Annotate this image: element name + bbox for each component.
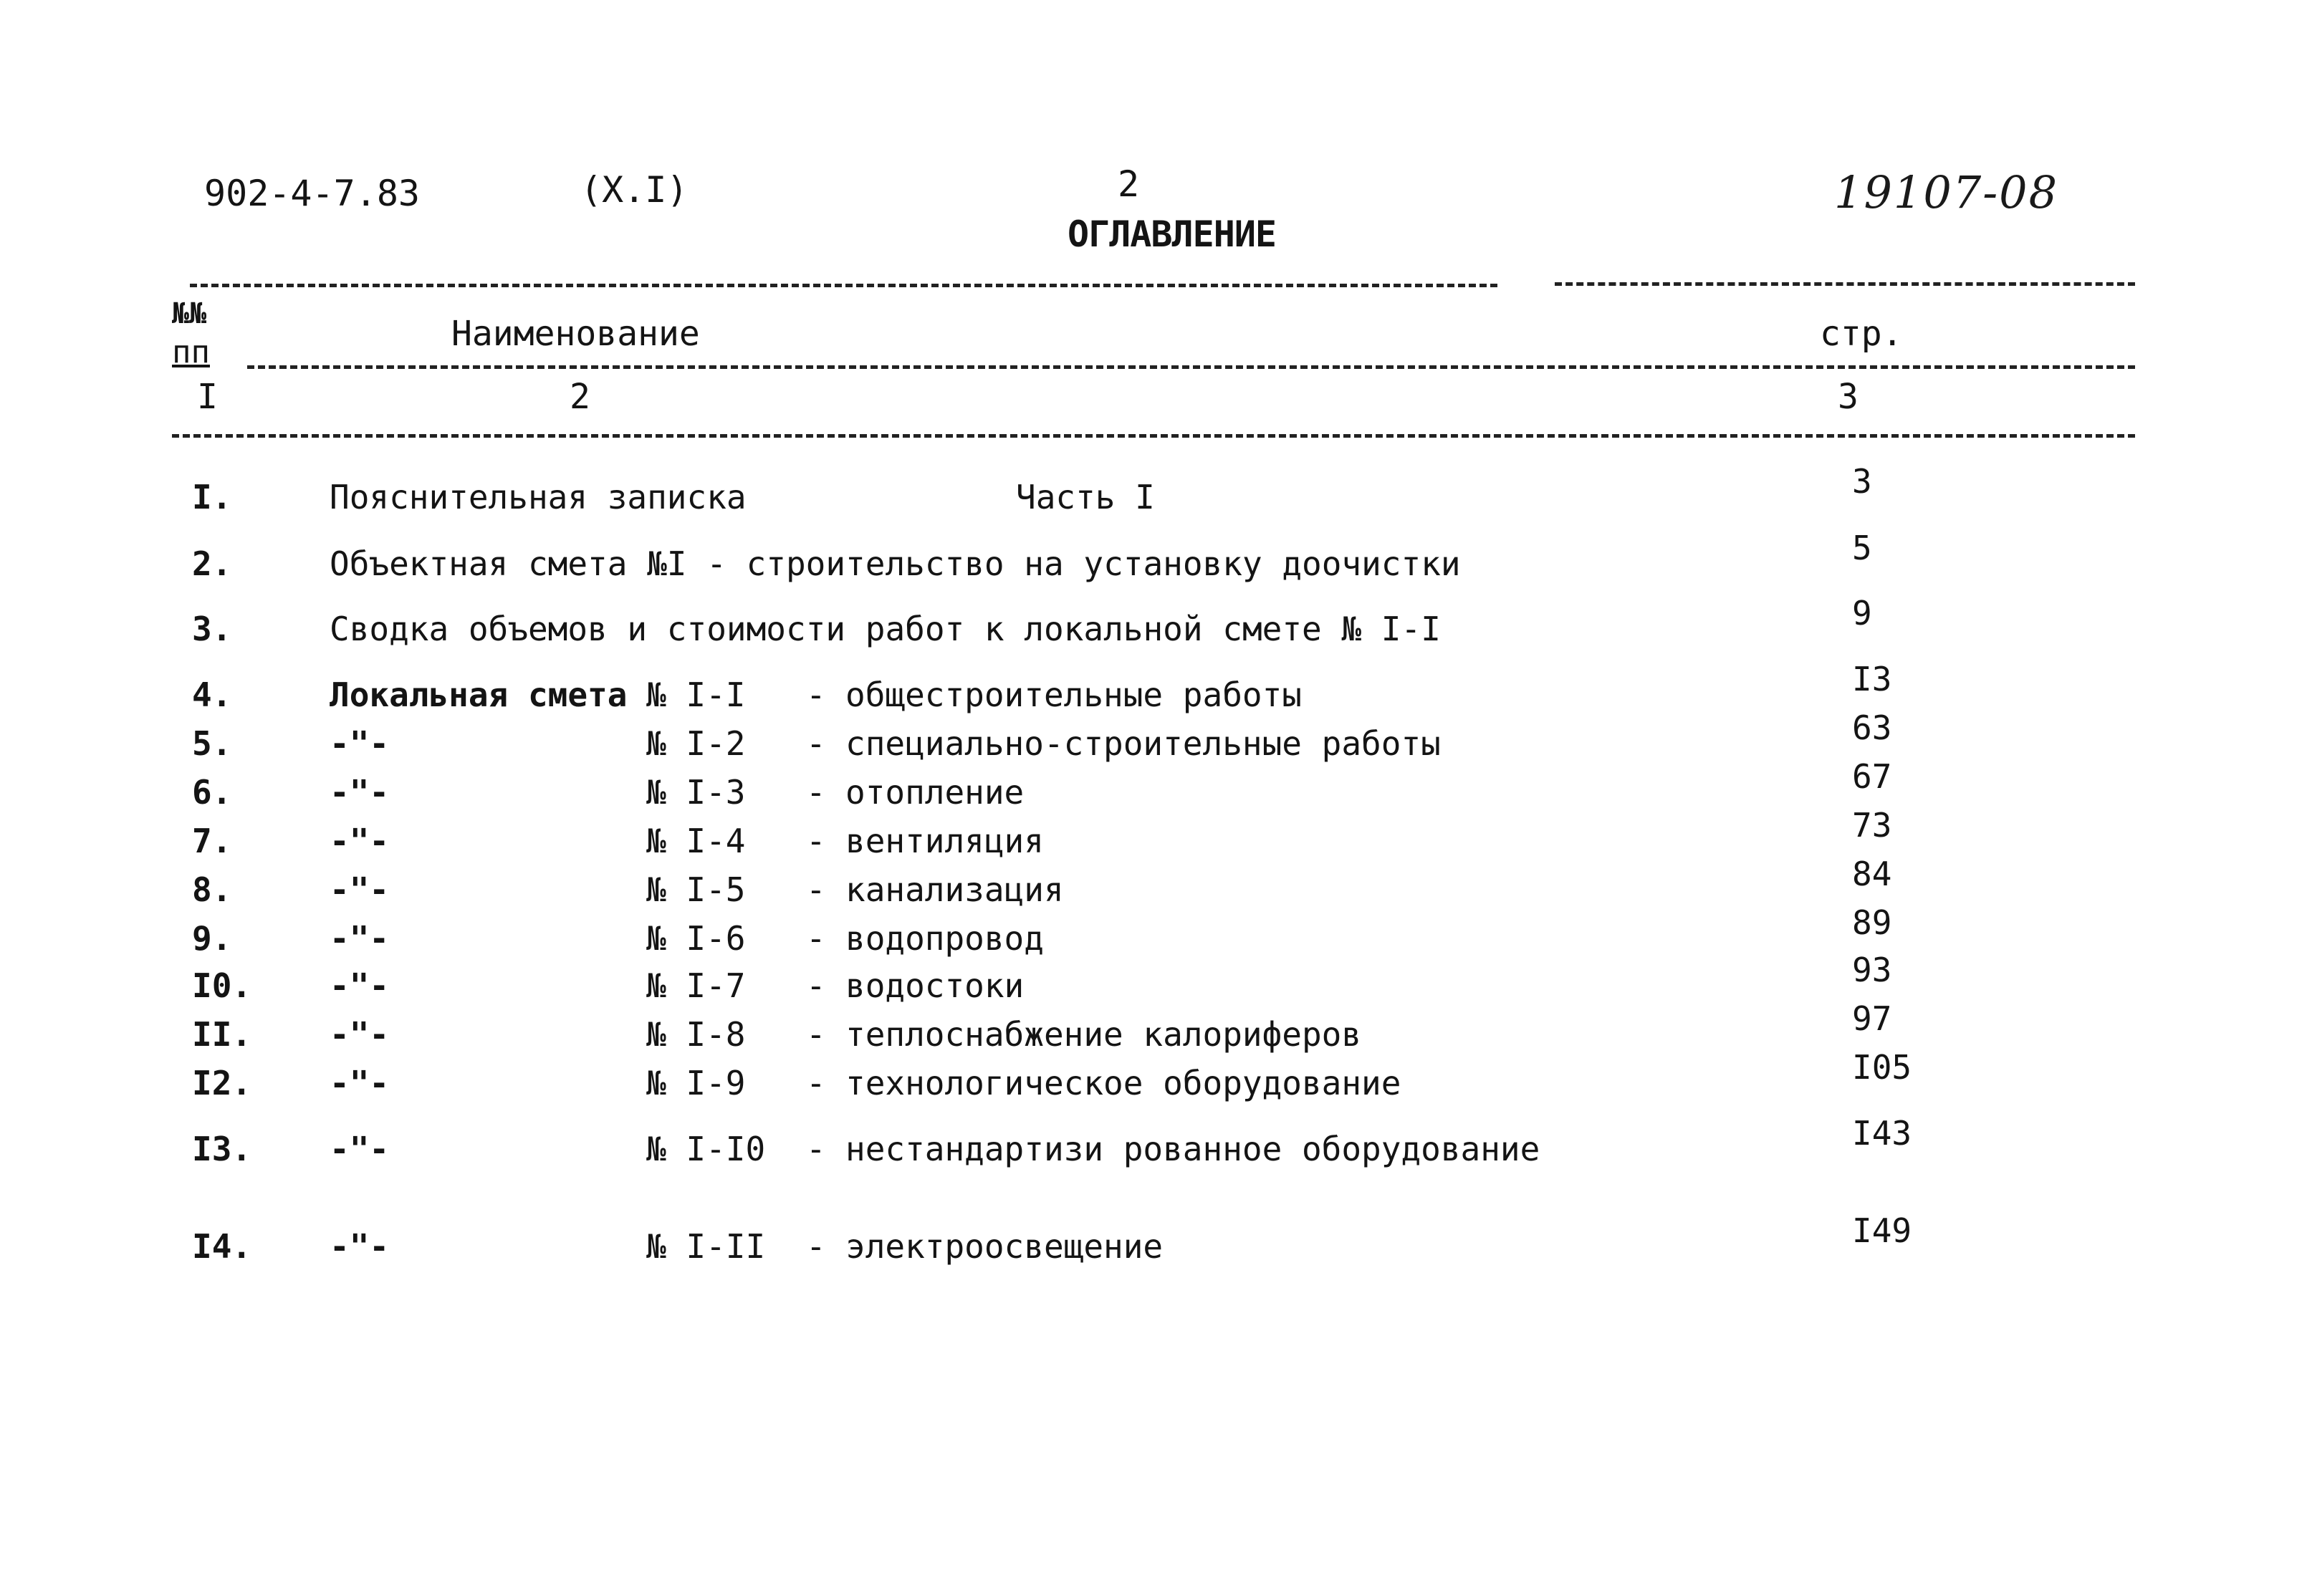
row-code: № I-2 [646,724,746,763]
row-title: Объектная смета №I - строительство на установку доочистки [330,544,1461,583]
row-ditto: -"- [330,773,390,812]
row-ditto: -"- [330,1130,390,1168]
row-dash: - [806,822,826,860]
row-dash: - [806,1015,826,1054]
row-dash: - [806,676,826,714]
row-dash: - [806,773,826,812]
row-dash: - [806,724,826,763]
row-number: I0. [192,966,252,1005]
row-description: водопровод [845,919,1044,958]
row-page: I43 [1852,1114,1912,1153]
header-num-sublabel: пп [172,334,210,370]
row-title: Сводка объемов и стоимости работ к локальной смете № I-I [330,610,1441,648]
row-page: I3 [1852,660,1892,698]
row-ditto: -"- [330,919,390,958]
page-title: ОГЛАВЛЕНИЕ [1068,213,1277,255]
row-part: Часть I [1016,478,1155,516]
row-title: Пояснительная записка [330,478,747,516]
row-dash: - [806,870,826,909]
toc-row [0,660,2302,716]
row-code: № I-6 [646,919,746,958]
toc-row [0,1211,2302,1268]
row-number: II. [192,1015,252,1054]
row-dash: - [806,966,826,1005]
row-code: № I-9 [646,1064,746,1102]
row-number: 2. [192,544,232,583]
row-number: 7. [192,822,232,860]
column-number-2: 2 [570,377,590,417]
row-description: канализация [845,870,1064,909]
row-code: № I-3 [646,773,746,812]
row-ditto: -"- [330,966,390,1005]
row-ditto: -"- [330,822,390,860]
header-num-label: №№ [172,297,207,330]
row-number: 8. [192,870,232,909]
row-number: 5. [192,724,232,763]
row-description: вентиляция [845,822,1044,860]
toc-row [0,806,2302,862]
row-description: теплоснабжение калориферов [845,1015,1362,1054]
row-code: № I-8 [646,1015,746,1054]
toc-row [0,1114,2302,1170]
toc-row [0,529,2302,585]
row-dash: - [806,1130,826,1168]
row-page: 73 [1852,806,1892,845]
toc-row [0,903,2302,960]
row-page: 97 [1852,999,1892,1038]
row-description: водостоки [845,966,1025,1005]
section-code: (X.I) [580,169,689,211]
row-description: общестроительные работы [845,676,1302,714]
row-number: 9. [192,919,232,958]
row-page: 63 [1852,708,1892,747]
toc-row [0,462,2302,519]
row-number: 6. [192,773,232,812]
row-description: отопление [845,773,1025,812]
toc-row [0,757,2302,814]
document-code: 902-4-7.83 [204,173,421,214]
table-top-rule [190,284,1497,287]
header-page-label: стр. [1820,314,1903,354]
row-number: 3. [192,610,232,648]
row-title: Локальная смета [330,676,628,714]
row-description: электроосвещение [845,1227,1164,1266]
row-code: № I-5 [646,870,746,909]
row-ditto: -"- [330,1064,390,1102]
toc-row [0,855,2302,911]
row-number: 4. [192,676,232,714]
row-page: I05 [1852,1048,1912,1087]
column-number-1: I [197,377,218,417]
row-ditto: -"- [330,1015,390,1054]
column-numbers-rule [172,434,2135,438]
row-page: I49 [1852,1211,1912,1250]
row-page: 93 [1852,951,1892,989]
row-description: специально-строительные работы [845,724,1441,763]
row-dash: - [806,1227,826,1266]
row-page: 84 [1852,855,1892,893]
page-number: 2 [1118,163,1140,205]
toc-row [0,1048,2302,1105]
row-number: I4. [192,1227,252,1266]
row-code: № I-I [646,676,746,714]
row-page: 67 [1852,757,1892,796]
row-dash: - [806,1064,826,1102]
row-code: № I-I0 [646,1130,766,1168]
row-description: нестандартизи рованное оборудование [845,1130,1540,1168]
column-number-3: 3 [1838,377,1859,417]
row-number: I2. [192,1064,252,1102]
row-ditto: -"- [330,1227,390,1266]
row-number: I. [192,478,232,516]
row-number: I3. [192,1130,252,1168]
row-ditto: -"- [330,870,390,909]
row-page: 3 [1852,462,1872,501]
row-code: № I-7 [646,966,746,1005]
header-name-label: Наименование [451,314,700,354]
table-top-rule-right [1555,282,2135,286]
toc-row [0,951,2302,1007]
row-dash: - [806,919,826,958]
header-divider-rule [247,365,2135,369]
row-code: № I-II [646,1227,766,1266]
row-code: № I-4 [646,822,746,860]
toc-row [0,594,2302,650]
toc-row [0,708,2302,765]
archive-number: 19107-08 [1834,166,2059,218]
row-page: 5 [1852,529,1872,567]
toc-row [0,999,2302,1056]
row-page: 89 [1852,903,1892,942]
row-page: 9 [1852,594,1872,633]
row-description: технологическое оборудование [845,1064,1401,1102]
row-ditto: -"- [330,724,390,763]
